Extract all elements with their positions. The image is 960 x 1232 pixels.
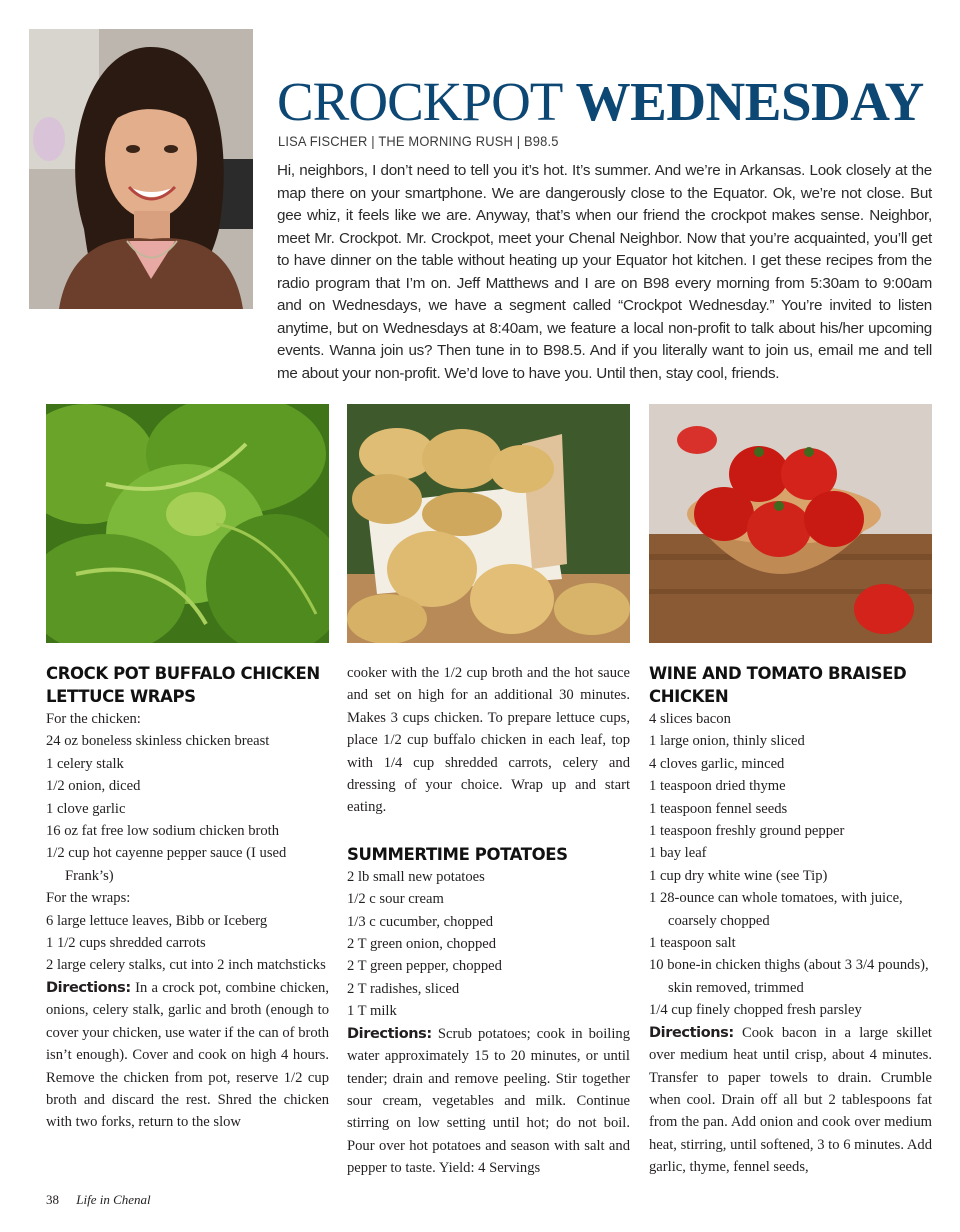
directions-potatoes [347,1023,630,1180]
ingredient-item: 6 large lettuce leaves, Bibb or Iceberg [46,912,268,929]
ingredient-item: 4 slices bacon [649,711,731,727]
ingredient-item: 1 clove garlic [46,800,126,817]
ingredient-item: 1/2 onion, diced [46,778,141,795]
ingredient-item: 1 cup dry white wine (see Tip) [649,867,828,884]
ingredient-item: 24 oz boneless skinless chicken breast [46,733,270,750]
directions-wine-tomato [649,1022,932,1179]
ingredient-item: 2 lb small new potatoes [347,868,485,885]
recipe-column-wine-tomato [649,662,932,1179]
ingredient-item: 1 teaspoon fennel seeds [649,800,788,817]
ingredient-item: 2 large celery stalks, cut into 2 inch matchsticks [46,957,326,974]
recipe-title-wine-tomato: WINE AND TOMATO BRAISED CHICKEN [649,664,907,706]
directions-text: In a crock pot, combine chicken, onions, celery stalk, garlic and broth (enough to cover your chicken, use water if the can of broth isn’t enough). Cover and cook on high 4 hours. Remove the chicken from pot, reserve 1/2 cup broth and discard the rest. Shred the chicken with two forks, return to the slow [46,979,329,1131]
directions-buffalo-continued: cooker with the 1/2 cup broth and the hot sauce and set on high for an additional 30 minutes. Makes 3 cups chicken. To prepare lettuce cups, place 1/2 cup buffalo chicken in each leaf, top with 1/4 cup shredded carrots, celery and dressing of your choice. Wrap up and start eating. [347,665,630,816]
recipe-column-buffalo [46,662,329,1134]
ingredient-item: For the wraps: [46,890,131,907]
recipe-title-buffalo: CROCK POT BUFFALO CHICKEN LETTUCE WRAPS [46,664,320,706]
title-light: CROCKPOT [277,71,563,132]
directions-buffalo [46,977,329,1134]
ingredient-item: 4 cloves garlic, minced [649,755,785,772]
page-title [277,70,924,134]
ingredient-item: 1 teaspoon freshly ground pepper [649,823,845,840]
ingredient-item: 16 oz fat free low sodium chicken broth [46,823,280,840]
ingredients-wine-tomato [649,708,932,1022]
author-photo [29,29,253,309]
recipe-column-potatoes [347,662,630,1180]
ingredients-potatoes [347,866,630,1023]
ingredient-item: 1/3 c cucumber, chopped [347,913,494,930]
directions-label: Directions: [649,1024,734,1041]
ingredient-item: 1 28-ounce can whole tomatoes, with juice, coarsely chopped [649,890,903,929]
intro-paragraph: Hi, neighbors, I don’t need to tell you it’s hot. It’s summer. And we’re in Arkansas. Look closely at the map there on your smartphone. We are dangerously close to the Equator. Ok, we’re not close. But gee whiz, it feels like we are. Anyway, that’s when our friend the crockpot makes sense. Neighbor, meet Mr. Crockpot. Mr. Crockpot, meet your Chenal Neighbor. Now that you’re acquainted, you’ll get to have dinner on the table without heating up your Equator hot kitchen. I get these recipes from the radio program that I’m on. Jeff Matthews and I are on B98 every morning from 5:30am to 9:00am and on Wednesdays, we have a segment called “Crockpot Wednesday.” You’re invited to listen anytime, but on Wednesdays at 8:40am, we feature a local non-profit to talk about his/her upcoming events. Wanna join us? Then tune in to B98.5. And if you literally want to join us, email me and tell me about your non-profit. We’d love to have you. Until then, stay cool, friends. [277,162,932,382]
ingredients-buffalo [46,708,329,977]
ingredient-item: 1/2 cup hot cayenne pepper sauce (I used Frank’s) [46,845,287,884]
lettuce-photo [46,404,329,643]
publication-name: Life in Chenal [76,1192,151,1207]
directions-label: Directions: [347,1025,432,1042]
ingredient-item: 2 T green pepper, chopped [347,958,502,975]
ingredient-item: 1/4 cup finely chopped fresh parsley [649,1002,862,1019]
title-bold: WEDNESDAY [575,71,924,132]
directions-label: Directions: [46,979,131,996]
ingredient-item: 10 bone-in chicken thighs (about 3 3/4 pounds), skin removed, trimmed [649,957,929,996]
directions-text: Cook bacon in a large skillet over medium heat until crisp, about 4 minutes. Transfer to paper towels to drain. Crumble when cool. Drain off all but 2 tablespoons fat from the pan. Add onion and cook over medium heat, stirring, until softened, 3 to 6 minutes. Add garlic, thyme, fennel seeds, [649,1024,932,1176]
ingredient-item: 2 T radishes, sliced [347,980,460,997]
ingredient-item: 1 celery stalk [46,755,124,772]
page-footer [46,1192,151,1208]
ingredient-item: 1 large onion, thinly sliced [649,733,805,750]
ingredient-item: 1 1/2 cups shredded carrots [46,935,206,952]
ingredient-item: 1 teaspoon dried thyme [649,778,786,795]
potatoes-photo [347,404,630,643]
byline: LISA FISCHER | THE MORNING RUSH | B98.5 [278,133,559,149]
ingredient-item: 2 T green onion, chopped [347,936,497,953]
tomatoes-photo [649,404,932,643]
ingredient-item: 1/2 c sour cream [347,891,444,908]
recipe-title-potatoes: SUMMERTIME POTATOES [347,844,568,864]
ingredient-item: 1 T milk [347,1003,397,1020]
page-number: 38 [46,1192,59,1207]
ingredient-item: 1 bay leaf [649,845,707,862]
ingredient-item: For the chicken: [46,711,141,727]
ingredient-item: 1 teaspoon salt [649,935,736,952]
directions-text: Scrub potatoes; cook in boiling water approximately 15 to 20 minutes, or until tender; drain and remove peeling. Stir together sour cream, vegetables and milk. Continue stirring on low setting until hot; do not boil. Pour over hot potatoes and season with salt and pepper to taste. Yield: 4 Servings [347,1025,630,1177]
